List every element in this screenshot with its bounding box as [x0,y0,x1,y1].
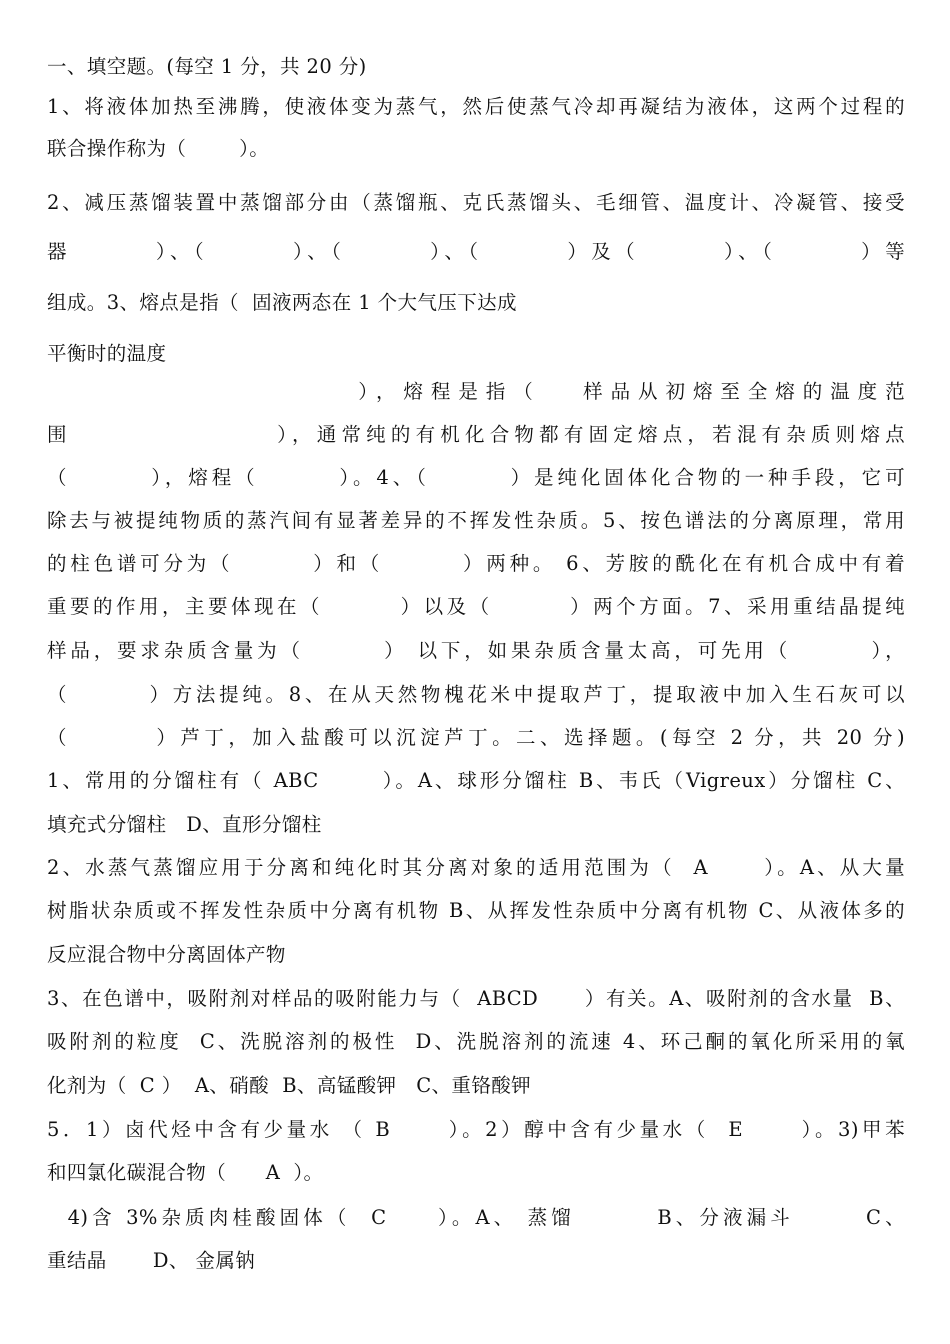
text-line: 重要的作用，主要体现在（ ）以及（ ）两个方面。7、采用重结晶提纯 [47,595,905,618]
text-line: 联合操作称为（ ）。 [47,137,270,160]
text-line: 4)含 3%杂质肉桂酸固体（ C ）。A、 蒸馏 B、分液漏斗 C、 [47,1206,905,1229]
text-line: 化剂为（ C ） A、硝酸 B、高锰酸钾 C、重铬酸钾 [47,1074,532,1097]
text-line: 反应混合物中分离固体产物 [47,943,286,966]
text-line: 1、将液体加热至沸腾，使液体变为蒸气，然后使蒸气冷却再凝结为液体，这两个过程的 [47,95,905,118]
text-line: 2、水蒸气蒸馏应用于分离和纯化时其分离对象的适用范围为（ A ）。A、从大量 [47,856,905,879]
text-line: 围 ），通常纯的有机化合物都有固定熔点，若混有杂质则熔点 [47,423,905,446]
text-line: 1、常用的分馏柱有（ ABC ）。A、球形分馏柱 B、韦氏（Vigreux）分馏柱 C、 [47,769,905,792]
text-line: 和四氯化碳混合物（ A ）。 [47,1161,324,1184]
text-line: 5．1）卤代烃中含有少量水 （ B ）。2）醇中含有少量水（ E ）。3)甲苯 [47,1118,905,1141]
text-line: 3、在色谱中，吸附剂对样品的吸附能力与（ ABCD ）有关。A、吸附剂的含水量 B、 [47,987,905,1010]
text-line: 填充式分馏柱 D、直形分馏柱 [47,813,322,836]
text-line: 除去与被提纯物质的蒸汽间有显著差异的不挥发性杂质。5、按色谱法的分离原理，常用 [47,509,905,532]
text-line: 树脂状杂质或不挥发性杂质中分离有机物 B、从挥发性杂质中分离有机物 C、从液体多的 [47,899,905,922]
text-line: （ ）芦丁，加入盐酸可以沉淀芦丁。二、选择题。(每空 2 分，共 20 分) [47,726,905,749]
text-line: 组成。3、熔点是指（ 固液两态在 1 个大气压下达成 [47,291,517,314]
text-line: 器 ）、（ ）、（ ）、（ ）及（ ）、（ ）等 [47,240,905,263]
text-line: 样品，要求杂质含量为（ ） 以下，如果杂质含量太高，可先用（ ）， [47,639,905,662]
text-line: （ ），熔程（ ）。4、（ ）是纯化固体化合物的一种手段，它可 [47,466,905,489]
text-line: 吸附剂的粒度 C、洗脱溶剂的极性 D、洗脱溶剂的流速 4、环己酮的氧化所采用的氧 [47,1030,905,1053]
text-line: 的柱色谱可分为（ ）和（ ）两种。 6、芳胺的酰化在有机合成中有着 [47,552,905,575]
text-line: ），熔程是指（ 样品从初熔至全熔的温度范 [47,380,905,403]
text-line: 平衡时的温度 [47,342,167,365]
section-title-fill-blank: 一、填空题。(每空 1 分，共 20 分) [47,55,367,78]
text-line: 重结晶 D、 金属钠 [47,1249,256,1272]
text-line: 2、减压蒸馏装置中蒸馏部分由（蒸馏瓶、克氏蒸馏头、毛细管、温度计、冷凝管、接受 [47,191,905,214]
text-line: （ ）方法提纯。8、在从天然物槐花米中提取芦丁，提取液中加入生石灰可以 [47,683,905,706]
